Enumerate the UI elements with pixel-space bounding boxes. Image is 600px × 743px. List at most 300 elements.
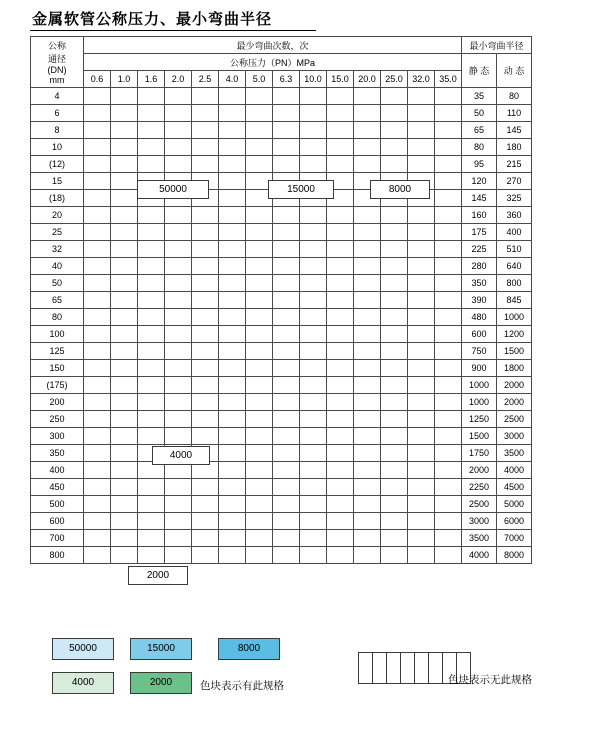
static-radius-cell: 2000 xyxy=(462,462,497,479)
spec-cell xyxy=(192,275,219,292)
spec-cell xyxy=(219,343,246,360)
spec-cell xyxy=(381,156,408,173)
spec-cell xyxy=(435,462,462,479)
spec-cell xyxy=(381,496,408,513)
spec-cell xyxy=(408,445,435,462)
spec-cell xyxy=(84,122,111,139)
spec-cell xyxy=(165,377,192,394)
static-radius-cell: 1250 xyxy=(462,411,497,428)
spec-cell xyxy=(165,207,192,224)
spec-cell xyxy=(408,88,435,105)
spec-cell xyxy=(138,207,165,224)
spec-cell xyxy=(192,343,219,360)
spec-cell xyxy=(138,530,165,547)
spec-cell xyxy=(219,122,246,139)
spec-cell xyxy=(300,105,327,122)
spec-cell xyxy=(192,479,219,496)
spec-cell xyxy=(84,496,111,513)
spec-cell xyxy=(192,326,219,343)
spec-cell xyxy=(192,513,219,530)
spec-cell xyxy=(273,258,300,275)
spec-cell xyxy=(192,88,219,105)
row-dn-label: 32 xyxy=(31,241,84,258)
spec-cell xyxy=(300,156,327,173)
spec-cell xyxy=(219,156,246,173)
spec-cell xyxy=(219,513,246,530)
spec-cell xyxy=(192,394,219,411)
static-radius-cell: 3500 xyxy=(462,530,497,547)
spec-cell xyxy=(327,377,354,394)
spec-cell xyxy=(192,309,219,326)
pressure-col-header: 25.0 xyxy=(381,71,408,88)
spec-cell xyxy=(273,241,300,258)
spec-cell xyxy=(138,105,165,122)
dynamic-radius-cell: 1800 xyxy=(497,360,532,377)
spec-cell xyxy=(165,428,192,445)
table-row xyxy=(31,105,532,122)
spec-cell xyxy=(300,309,327,326)
spec-cell xyxy=(327,139,354,156)
legend-empty-cell xyxy=(401,653,415,684)
spec-cell xyxy=(165,88,192,105)
spec-cell xyxy=(327,224,354,241)
table-row xyxy=(31,360,532,377)
pressure-col-header: 35.0 xyxy=(435,71,462,88)
spec-cell xyxy=(84,377,111,394)
spec-cell xyxy=(354,530,381,547)
dynamic-radius-cell: 3000 xyxy=(497,428,532,445)
spec-cell xyxy=(84,207,111,224)
pressure-col-header: 4.0 xyxy=(219,71,246,88)
dynamic-radius-cell: 2000 xyxy=(497,377,532,394)
spec-table xyxy=(30,36,532,564)
spec-cell xyxy=(435,377,462,394)
spec-cell xyxy=(165,496,192,513)
spec-cell xyxy=(273,105,300,122)
row-dn-label: (18) xyxy=(31,190,84,207)
spec-cell xyxy=(408,224,435,241)
spec-cell xyxy=(111,377,138,394)
header-row-2 xyxy=(31,54,532,71)
spec-cell xyxy=(381,513,408,530)
spec-cell xyxy=(381,428,408,445)
spec-cell xyxy=(435,292,462,309)
table-row xyxy=(31,496,532,513)
spec-cell xyxy=(381,258,408,275)
spec-cell xyxy=(192,547,219,564)
spec-cell xyxy=(219,479,246,496)
spec-cell xyxy=(381,394,408,411)
spec-cell xyxy=(192,156,219,173)
spec-cell xyxy=(84,530,111,547)
spec-cell xyxy=(435,139,462,156)
spec-cell xyxy=(84,105,111,122)
spec-cell xyxy=(381,139,408,156)
table-row xyxy=(31,530,532,547)
spec-cell xyxy=(354,275,381,292)
static-radius-cell: 2500 xyxy=(462,496,497,513)
spec-cell xyxy=(381,309,408,326)
spec-cell xyxy=(435,360,462,377)
spec-cell xyxy=(165,343,192,360)
table-row xyxy=(31,207,532,224)
static-radius-cell: 1500 xyxy=(462,428,497,445)
spec-cell xyxy=(354,428,381,445)
static-radius-cell: 600 xyxy=(462,326,497,343)
spec-cell xyxy=(165,258,192,275)
spec-cell xyxy=(327,411,354,428)
static-radius-cell: 390 xyxy=(462,292,497,309)
legend-swatch: 15000 xyxy=(130,638,192,660)
spec-cell xyxy=(408,326,435,343)
static-radius-cell: 120 xyxy=(462,173,497,190)
spec-cell xyxy=(84,156,111,173)
row-dn-label: 65 xyxy=(31,292,84,309)
bend-count-header: 最少弯曲次数，次 xyxy=(84,37,462,54)
spec-cell xyxy=(327,275,354,292)
pressure-col-header: 1.0 xyxy=(111,71,138,88)
spec-cell xyxy=(84,241,111,258)
spec-cell xyxy=(111,411,138,428)
spec-cell xyxy=(354,343,381,360)
dynamic-radius-cell: 145 xyxy=(497,122,532,139)
spec-cell xyxy=(381,105,408,122)
spec-cell xyxy=(354,88,381,105)
spec-cell xyxy=(219,258,246,275)
spec-cell xyxy=(354,139,381,156)
spec-cell xyxy=(84,326,111,343)
spec-cell xyxy=(84,513,111,530)
dn-label-line4: mm xyxy=(49,75,65,85)
spec-cell xyxy=(435,258,462,275)
dn-label-line3: (DN) xyxy=(47,65,67,75)
value-callout: 8000 xyxy=(370,180,430,199)
spec-cell xyxy=(273,156,300,173)
static-radius-cell: 160 xyxy=(462,207,497,224)
row-dn-label: 500 xyxy=(31,496,84,513)
spec-cell xyxy=(408,241,435,258)
spec-cell xyxy=(138,292,165,309)
spec-cell xyxy=(381,88,408,105)
static-radius-cell: 80 xyxy=(462,139,497,156)
spec-cell xyxy=(381,343,408,360)
spec-cell xyxy=(381,547,408,564)
spec-cell xyxy=(408,360,435,377)
spec-cell xyxy=(84,343,111,360)
spec-cell xyxy=(111,88,138,105)
spec-cell xyxy=(435,88,462,105)
spec-cell xyxy=(273,445,300,462)
spec-cell xyxy=(84,258,111,275)
row-dn-label: 250 xyxy=(31,411,84,428)
spec-cell xyxy=(273,479,300,496)
spec-cell xyxy=(219,241,246,258)
row-dn-label: 200 xyxy=(31,394,84,411)
dynamic-radius-cell: 510 xyxy=(497,241,532,258)
spec-cell xyxy=(219,462,246,479)
spec-cell xyxy=(111,360,138,377)
spec-cell xyxy=(219,360,246,377)
static-radius-cell: 280 xyxy=(462,258,497,275)
table-row xyxy=(31,309,532,326)
spec-cell xyxy=(273,530,300,547)
spec-cell xyxy=(165,411,192,428)
spec-cell xyxy=(219,326,246,343)
spec-cell xyxy=(435,224,462,241)
spec-cell xyxy=(111,496,138,513)
spec-cell xyxy=(381,224,408,241)
spec-cell xyxy=(354,207,381,224)
spec-cell xyxy=(192,122,219,139)
spec-cell xyxy=(138,411,165,428)
spec-cell xyxy=(246,309,273,326)
spec-cell xyxy=(408,207,435,224)
spec-cell xyxy=(300,122,327,139)
dynamic-radius-cell: 640 xyxy=(497,258,532,275)
spec-cell xyxy=(327,445,354,462)
spec-cell xyxy=(273,411,300,428)
spec-cell xyxy=(354,224,381,241)
spec-cell xyxy=(300,207,327,224)
dynamic-radius-cell: 4000 xyxy=(497,462,532,479)
spec-cell xyxy=(219,292,246,309)
spec-cell xyxy=(408,462,435,479)
spec-cell xyxy=(165,122,192,139)
spec-cell xyxy=(219,394,246,411)
spec-cell xyxy=(273,428,300,445)
dynamic-radius-cell: 270 xyxy=(497,173,532,190)
static-radius-cell: 35 xyxy=(462,88,497,105)
spec-cell xyxy=(84,224,111,241)
spec-cell xyxy=(138,479,165,496)
spec-cell xyxy=(219,496,246,513)
row-dn-label: 10 xyxy=(31,139,84,156)
spec-cell xyxy=(165,360,192,377)
spec-cell xyxy=(435,122,462,139)
row-dn-label: 400 xyxy=(31,462,84,479)
spec-cell xyxy=(300,88,327,105)
static-radius-cell: 225 xyxy=(462,241,497,258)
spec-cell xyxy=(354,411,381,428)
spec-cell xyxy=(408,377,435,394)
spec-cell xyxy=(435,530,462,547)
static-radius-cell: 750 xyxy=(462,343,497,360)
spec-cell xyxy=(273,224,300,241)
spec-cell xyxy=(138,513,165,530)
table-row xyxy=(31,411,532,428)
spec-cell xyxy=(165,105,192,122)
spec-cell xyxy=(192,530,219,547)
static-radius-cell: 480 xyxy=(462,309,497,326)
spec-cell xyxy=(165,479,192,496)
spec-cell xyxy=(246,258,273,275)
row-dn-label: 6 xyxy=(31,105,84,122)
spec-cell xyxy=(111,292,138,309)
row-dn-label: 40 xyxy=(31,258,84,275)
spec-cell xyxy=(111,547,138,564)
spec-cell xyxy=(219,428,246,445)
spec-cell xyxy=(435,394,462,411)
spec-cell xyxy=(219,105,246,122)
header-row-1 xyxy=(31,37,532,54)
legend-empty-cell xyxy=(429,653,443,684)
spec-cell xyxy=(138,122,165,139)
spec-cell xyxy=(138,343,165,360)
spec-cell xyxy=(381,241,408,258)
legend-empty-cell xyxy=(387,653,401,684)
spec-cell xyxy=(246,445,273,462)
spec-cell xyxy=(84,173,111,190)
spec-cell xyxy=(192,105,219,122)
spec-cell xyxy=(435,326,462,343)
static-radius-cell: 145 xyxy=(462,190,497,207)
spec-cell xyxy=(327,513,354,530)
spec-cell xyxy=(408,530,435,547)
spec-cell xyxy=(219,547,246,564)
header-row-3 xyxy=(31,71,532,88)
spec-cell xyxy=(219,173,246,190)
spec-cell xyxy=(435,173,462,190)
value-callout: 15000 xyxy=(268,180,334,199)
spec-cell xyxy=(192,428,219,445)
dynamic-radius-cell: 360 xyxy=(497,207,532,224)
spec-cell xyxy=(138,241,165,258)
spec-cell xyxy=(219,411,246,428)
spec-cell xyxy=(408,547,435,564)
spec-cell xyxy=(354,156,381,173)
spec-cell xyxy=(327,122,354,139)
table-row xyxy=(31,326,532,343)
spec-cell xyxy=(327,88,354,105)
spec-cell xyxy=(165,513,192,530)
spec-cell xyxy=(138,428,165,445)
spec-cell xyxy=(84,275,111,292)
row-dn-label: 100 xyxy=(31,326,84,343)
spec-cell xyxy=(84,445,111,462)
spec-cell xyxy=(165,326,192,343)
dynamic-radius-cell: 215 xyxy=(497,156,532,173)
spec-cell xyxy=(435,513,462,530)
spec-cell xyxy=(219,88,246,105)
pressure-col-header: 10.0 xyxy=(300,71,327,88)
spec-cell xyxy=(300,377,327,394)
spec-cell xyxy=(165,275,192,292)
spec-cell xyxy=(435,343,462,360)
legend-empty-cell xyxy=(373,653,387,684)
spec-cell xyxy=(273,275,300,292)
spec-cell xyxy=(381,326,408,343)
legend-empty-cell xyxy=(359,653,373,684)
spec-cell xyxy=(435,479,462,496)
spec-cell xyxy=(165,547,192,564)
spec-cell xyxy=(327,292,354,309)
row-dn-label: (12) xyxy=(31,156,84,173)
dynamic-radius-cell: 400 xyxy=(497,224,532,241)
spec-cell xyxy=(300,343,327,360)
dynamic-radius-cell: 110 xyxy=(497,105,532,122)
table-body xyxy=(31,88,532,564)
table-row xyxy=(31,479,532,496)
spec-cell xyxy=(246,326,273,343)
spec-cell xyxy=(111,275,138,292)
spec-cell xyxy=(300,360,327,377)
spec-cell xyxy=(408,496,435,513)
row-dn-label: 600 xyxy=(31,513,84,530)
spec-cell xyxy=(435,445,462,462)
spec-cell xyxy=(354,309,381,326)
spec-cell xyxy=(327,105,354,122)
spec-cell xyxy=(111,173,138,190)
spec-cell xyxy=(435,207,462,224)
spec-cell xyxy=(111,190,138,207)
dynamic-radius-cell: 180 xyxy=(497,139,532,156)
static-radius-cell: 95 xyxy=(462,156,497,173)
spec-cell xyxy=(192,377,219,394)
spec-cell xyxy=(381,207,408,224)
spec-cell xyxy=(300,411,327,428)
spec-cell xyxy=(300,224,327,241)
dynamic-header: 动 态 xyxy=(497,54,532,88)
spec-cell xyxy=(192,411,219,428)
spec-cell xyxy=(354,513,381,530)
spec-cell xyxy=(246,496,273,513)
static-radius-cell: 1750 xyxy=(462,445,497,462)
spec-cell xyxy=(111,156,138,173)
dynamic-radius-cell: 8000 xyxy=(497,547,532,564)
spec-cell xyxy=(246,224,273,241)
spec-cell xyxy=(111,479,138,496)
row-dn-label: 80 xyxy=(31,309,84,326)
spec-cell xyxy=(246,513,273,530)
pressure-col-header: 15.0 xyxy=(327,71,354,88)
spec-cell xyxy=(327,479,354,496)
spec-cell xyxy=(273,139,300,156)
spec-cell xyxy=(192,496,219,513)
table-row xyxy=(31,139,532,156)
static-radius-cell: 900 xyxy=(462,360,497,377)
dynamic-radius-cell: 800 xyxy=(497,275,532,292)
spec-cell xyxy=(111,139,138,156)
table-row xyxy=(31,156,532,173)
row-dn-label: 4 xyxy=(31,88,84,105)
spec-cell xyxy=(381,411,408,428)
table-row xyxy=(31,343,532,360)
static-radius-cell: 350 xyxy=(462,275,497,292)
spec-cell xyxy=(381,462,408,479)
spec-cell xyxy=(354,462,381,479)
spec-cell xyxy=(354,479,381,496)
dn-header-cell xyxy=(31,37,84,88)
spec-cell xyxy=(435,309,462,326)
no-spec-text: 色块表示无此规格 xyxy=(448,674,532,686)
row-dn-label: 150 xyxy=(31,360,84,377)
dynamic-radius-cell: 4500 xyxy=(497,479,532,496)
spec-cell xyxy=(246,122,273,139)
spec-cell xyxy=(327,496,354,513)
static-radius-cell: 3000 xyxy=(462,513,497,530)
table-row xyxy=(31,122,532,139)
static-radius-cell: 1000 xyxy=(462,394,497,411)
spec-cell xyxy=(300,496,327,513)
spec-cell xyxy=(354,547,381,564)
pressure-col-header: 2.0 xyxy=(165,71,192,88)
spec-cell xyxy=(381,530,408,547)
row-dn-label: 450 xyxy=(31,479,84,496)
spec-cell xyxy=(435,105,462,122)
spec-cell xyxy=(354,122,381,139)
spec-cell xyxy=(246,377,273,394)
spec-cell xyxy=(84,428,111,445)
